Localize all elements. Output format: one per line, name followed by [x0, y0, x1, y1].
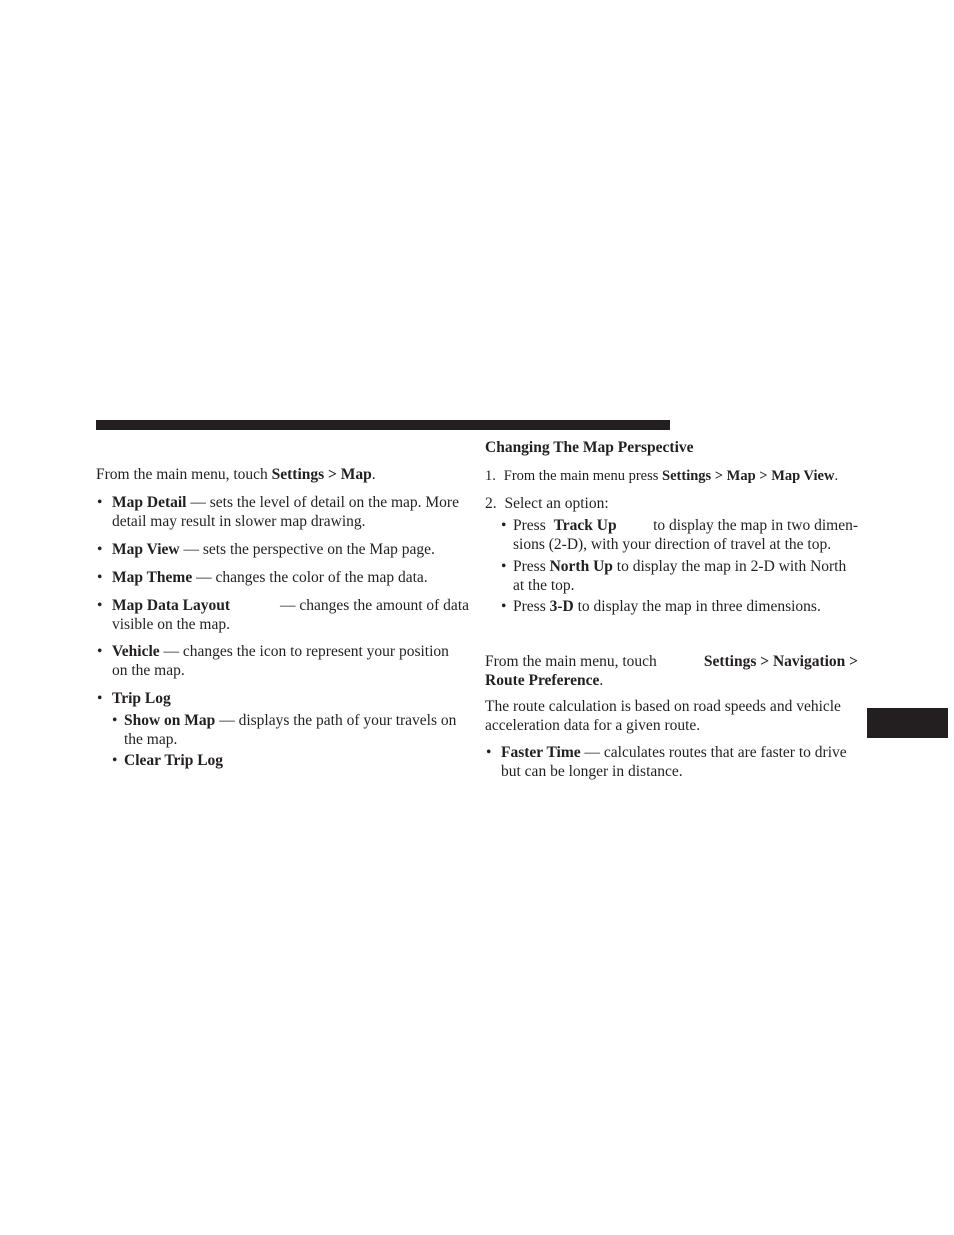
bullet: •	[97, 541, 103, 558]
bullet: •	[97, 569, 103, 586]
step-1: 1. From the main menu press Settings > Map > Map View.	[485, 468, 839, 484]
bullet: •	[97, 494, 103, 511]
section-tab	[867, 708, 948, 738]
bullet: •	[501, 558, 507, 575]
bullet: •	[97, 643, 103, 660]
sub-list-item: • Show on Map — displays the path of your travels on the map.	[112, 712, 457, 748]
option-item: • Press 3-D to display the map in three dimensions.	[501, 598, 821, 615]
list-item: • Faster Time — calculates routes that are faster to drive but can be longer in distance.	[486, 744, 847, 780]
header-rule	[96, 420, 670, 430]
bullet: •	[112, 712, 118, 729]
route-preference-intro: From the main menu, touch Settings > Navigation > Route Preference.	[485, 653, 858, 689]
list-item: • Trip Log	[97, 690, 171, 707]
bullet: •	[501, 598, 507, 615]
list-item: • Map Data Layout — changes the amount of data visible on the map.	[97, 597, 469, 633]
map-settings-intro: From the main menu, touch Settings > Map.	[96, 466, 376, 483]
sub-list-item: • Clear Trip Log	[112, 752, 224, 769]
section-heading: Changing The Map Perspective	[485, 439, 694, 456]
option-item: • Press Track Up to display the map in two dimen- sions (2-D), with your direction of travel at the top.	[501, 517, 858, 553]
bullet: •	[97, 690, 103, 707]
bullet: •	[501, 517, 507, 534]
route-calculation-text: The route calculation is based on road speeds and vehicle acceleration data for a given route.	[485, 698, 841, 734]
list-item: • Map Theme — changes the color of the map data.	[97, 569, 428, 586]
bullet: •	[97, 597, 103, 614]
bullet: •	[112, 752, 118, 769]
step-2: 2. Select an option:	[485, 495, 609, 512]
bullet: •	[486, 744, 492, 761]
list-item: • Vehicle — changes the icon to represent your position on the map.	[97, 643, 449, 679]
list-item: • Map View — sets the perspective on the Map page.	[97, 541, 435, 558]
list-item: • Map Detail — sets the level of detail on the map. More detail may result in slower map drawing.	[97, 494, 459, 530]
option-item: • Press North Up to display the map in 2-D with North at the top.	[501, 558, 847, 594]
